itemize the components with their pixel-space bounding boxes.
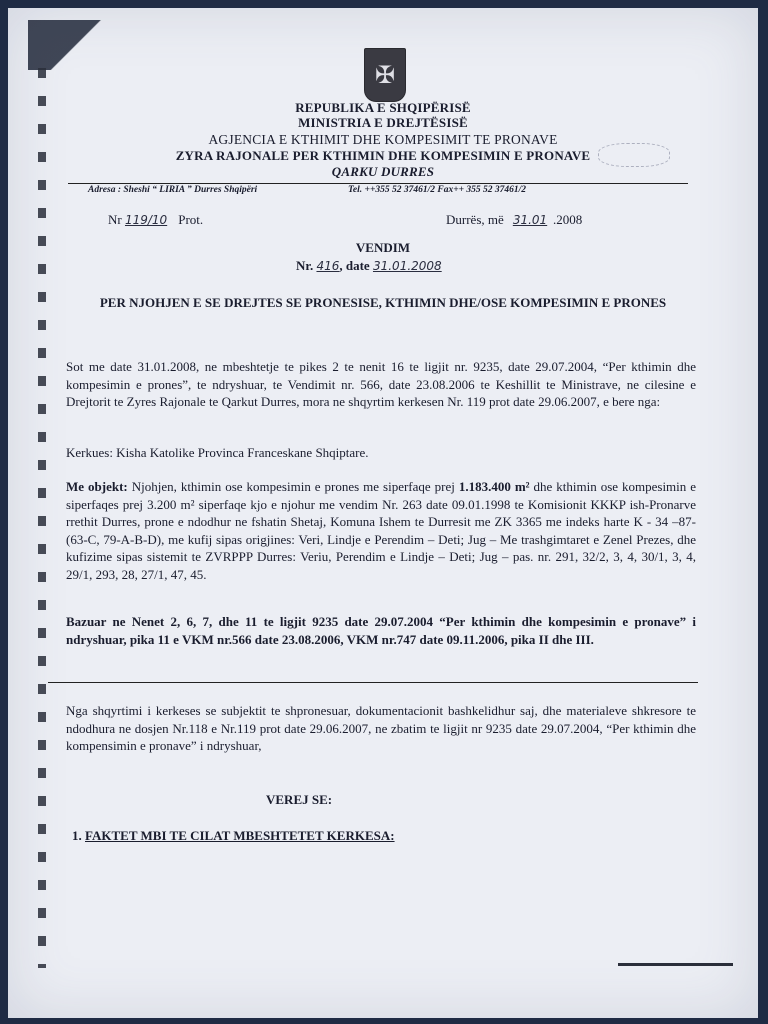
prot-label: Prot.: [178, 212, 204, 227]
coat-of-arms-icon: ✠: [364, 48, 406, 102]
section-1: [72, 828, 395, 844]
place-date-label: Durrës, më: [446, 212, 504, 227]
header-republic: REPUBLIKA E SHQIPËRISË: [295, 100, 471, 115]
subject: PER NJOHJEN E SE DREJTES SE PRONESISE, KTHIMIN DHE/OSE KOMPESIMIN E PRONES: [99, 295, 667, 310]
decision-title: VENDIM: [355, 240, 411, 255]
nr-value: 119/10: [124, 213, 168, 227]
date-hand: 31.01: [512, 213, 548, 227]
object-area: 1.183.400 m²: [458, 479, 534, 494]
header-rule: [68, 183, 688, 184]
decision-number: [296, 258, 442, 274]
decision-nr-label: Nr.: [296, 258, 314, 273]
signature-mark: [618, 963, 733, 966]
nr-label: Nr: [108, 212, 122, 227]
section-1-title: FAKTET MBI TE CILAT MBESHTETET KERKESA:: [85, 828, 395, 843]
observe-heading: VEREJ SE:: [266, 792, 333, 807]
header-county: QARKU DURRES: [331, 164, 435, 179]
header-office: ZYRA RAJONALE PER KTHIMIN DHE KOMPESIMIN E PRONAVE: [175, 148, 591, 163]
faint-stamp: [598, 143, 670, 167]
object-label: Me objekt:: [66, 479, 128, 494]
phone-fax: Tel. ++355 52 37461/2 Fax++ 355 52 37461/2: [348, 185, 527, 195]
section-1-number: 1.: [72, 828, 82, 843]
applicant: Kerkues: Kisha Katolike Provinca Franceskane Shqiptare.: [66, 445, 369, 460]
decision-nr-value: 416: [316, 259, 340, 273]
object-text-a: Njohjen, kthimin ose kompesimin e prones me siperfaqe prej: [131, 479, 455, 494]
date-year: .2008: [553, 212, 583, 227]
intro-paragraph: Sot me date 31.01.2008, ne mbeshtetje te pikes 2 te nenit 16 te ligjit nr. 9235, date 29.07.2004, “Per kthimin dhe kompesimin e prones”, te ndryshuar, te Vendimit nr. 566, date 23.08.2006 te Keshillit te Ministrave, ne cilesine e Drejtorit te Zyres Rajonale te Qarkut Durres, mora ne shqyrtim kerkesen Nr. 119 prot date 29.06.2007, e bere nga:: [66, 359, 696, 409]
ref-nr: [108, 212, 203, 228]
header-agency: AGJENCIA E KTHIMIT DHE KOMPESIMIT TE PRONAVE: [208, 132, 558, 147]
object-text-b: dhe kthimin ose kompesimin e siperfaqes prej 3.200 m² siperfaqe kjo e njohur me vendim Nr. 263 date 09.01.1998 te Komisionit KKKP ish-Pronarve rrethit Durres, prone e ndodhur ne fshatin Shetaj, Komuna Ishem te Durresit me ZK 3365 me indeks harte K - 34 –87- (63-C, 79-A-B-D), me kufij sipas origjines: Veri, Lindje e Perendim – Deti; Jug – Me trashgimtaret e Zenel Prezes, dhe kufizime sipas sistemit te ZVRPPP Durres: Veriu, Perendim e Lindje – Deti; Jug – pas. nr. 291, 32/2, 3, 4, 30/1, 3, 4, 29/1, 293, 28, 27/1, 47, 45.: [66, 479, 697, 582]
section-rule: [48, 682, 698, 683]
decision-date-value: 31.01.2008: [372, 259, 442, 273]
legal-basis: Bazuar ne Nenet 2, 6, 7, dhe 11 te ligjit 9235 date 29.07.2004 “Per kthimin dhe kompesimin e pronave” i ndryshuar, pika 11 e VKM nr.566 date 23.08.2006, VKM nr.747 date 09.11.2006, pika II dhe III.: [66, 614, 696, 647]
document-body: [8, 8, 758, 1018]
address: Adresa : Sheshi “ LIRIA ” Durres Shqipëri: [88, 185, 258, 195]
document-page: [8, 8, 758, 1018]
examination-paragraph: Nga shqyrtimi i kerkeses se subjektit te shpronesuar, dokumentacionit bashkelidhur saj, dhe materialeve shkresore te ndodhura ne dosjen Nr.118 e Nr.119 prot date 29.06.2007, ne zbatim te ligjit nr 9235 date 29.07.2004, “Per kthimin dhe kompensimin e pronave” i ndryshuar,: [66, 703, 696, 753]
ref-date: [446, 212, 582, 228]
object-paragraph: [66, 478, 696, 583]
decision-date-label: , date: [339, 258, 370, 273]
header-ministry: MINISTRIA E DREJTËSISË: [298, 115, 468, 130]
